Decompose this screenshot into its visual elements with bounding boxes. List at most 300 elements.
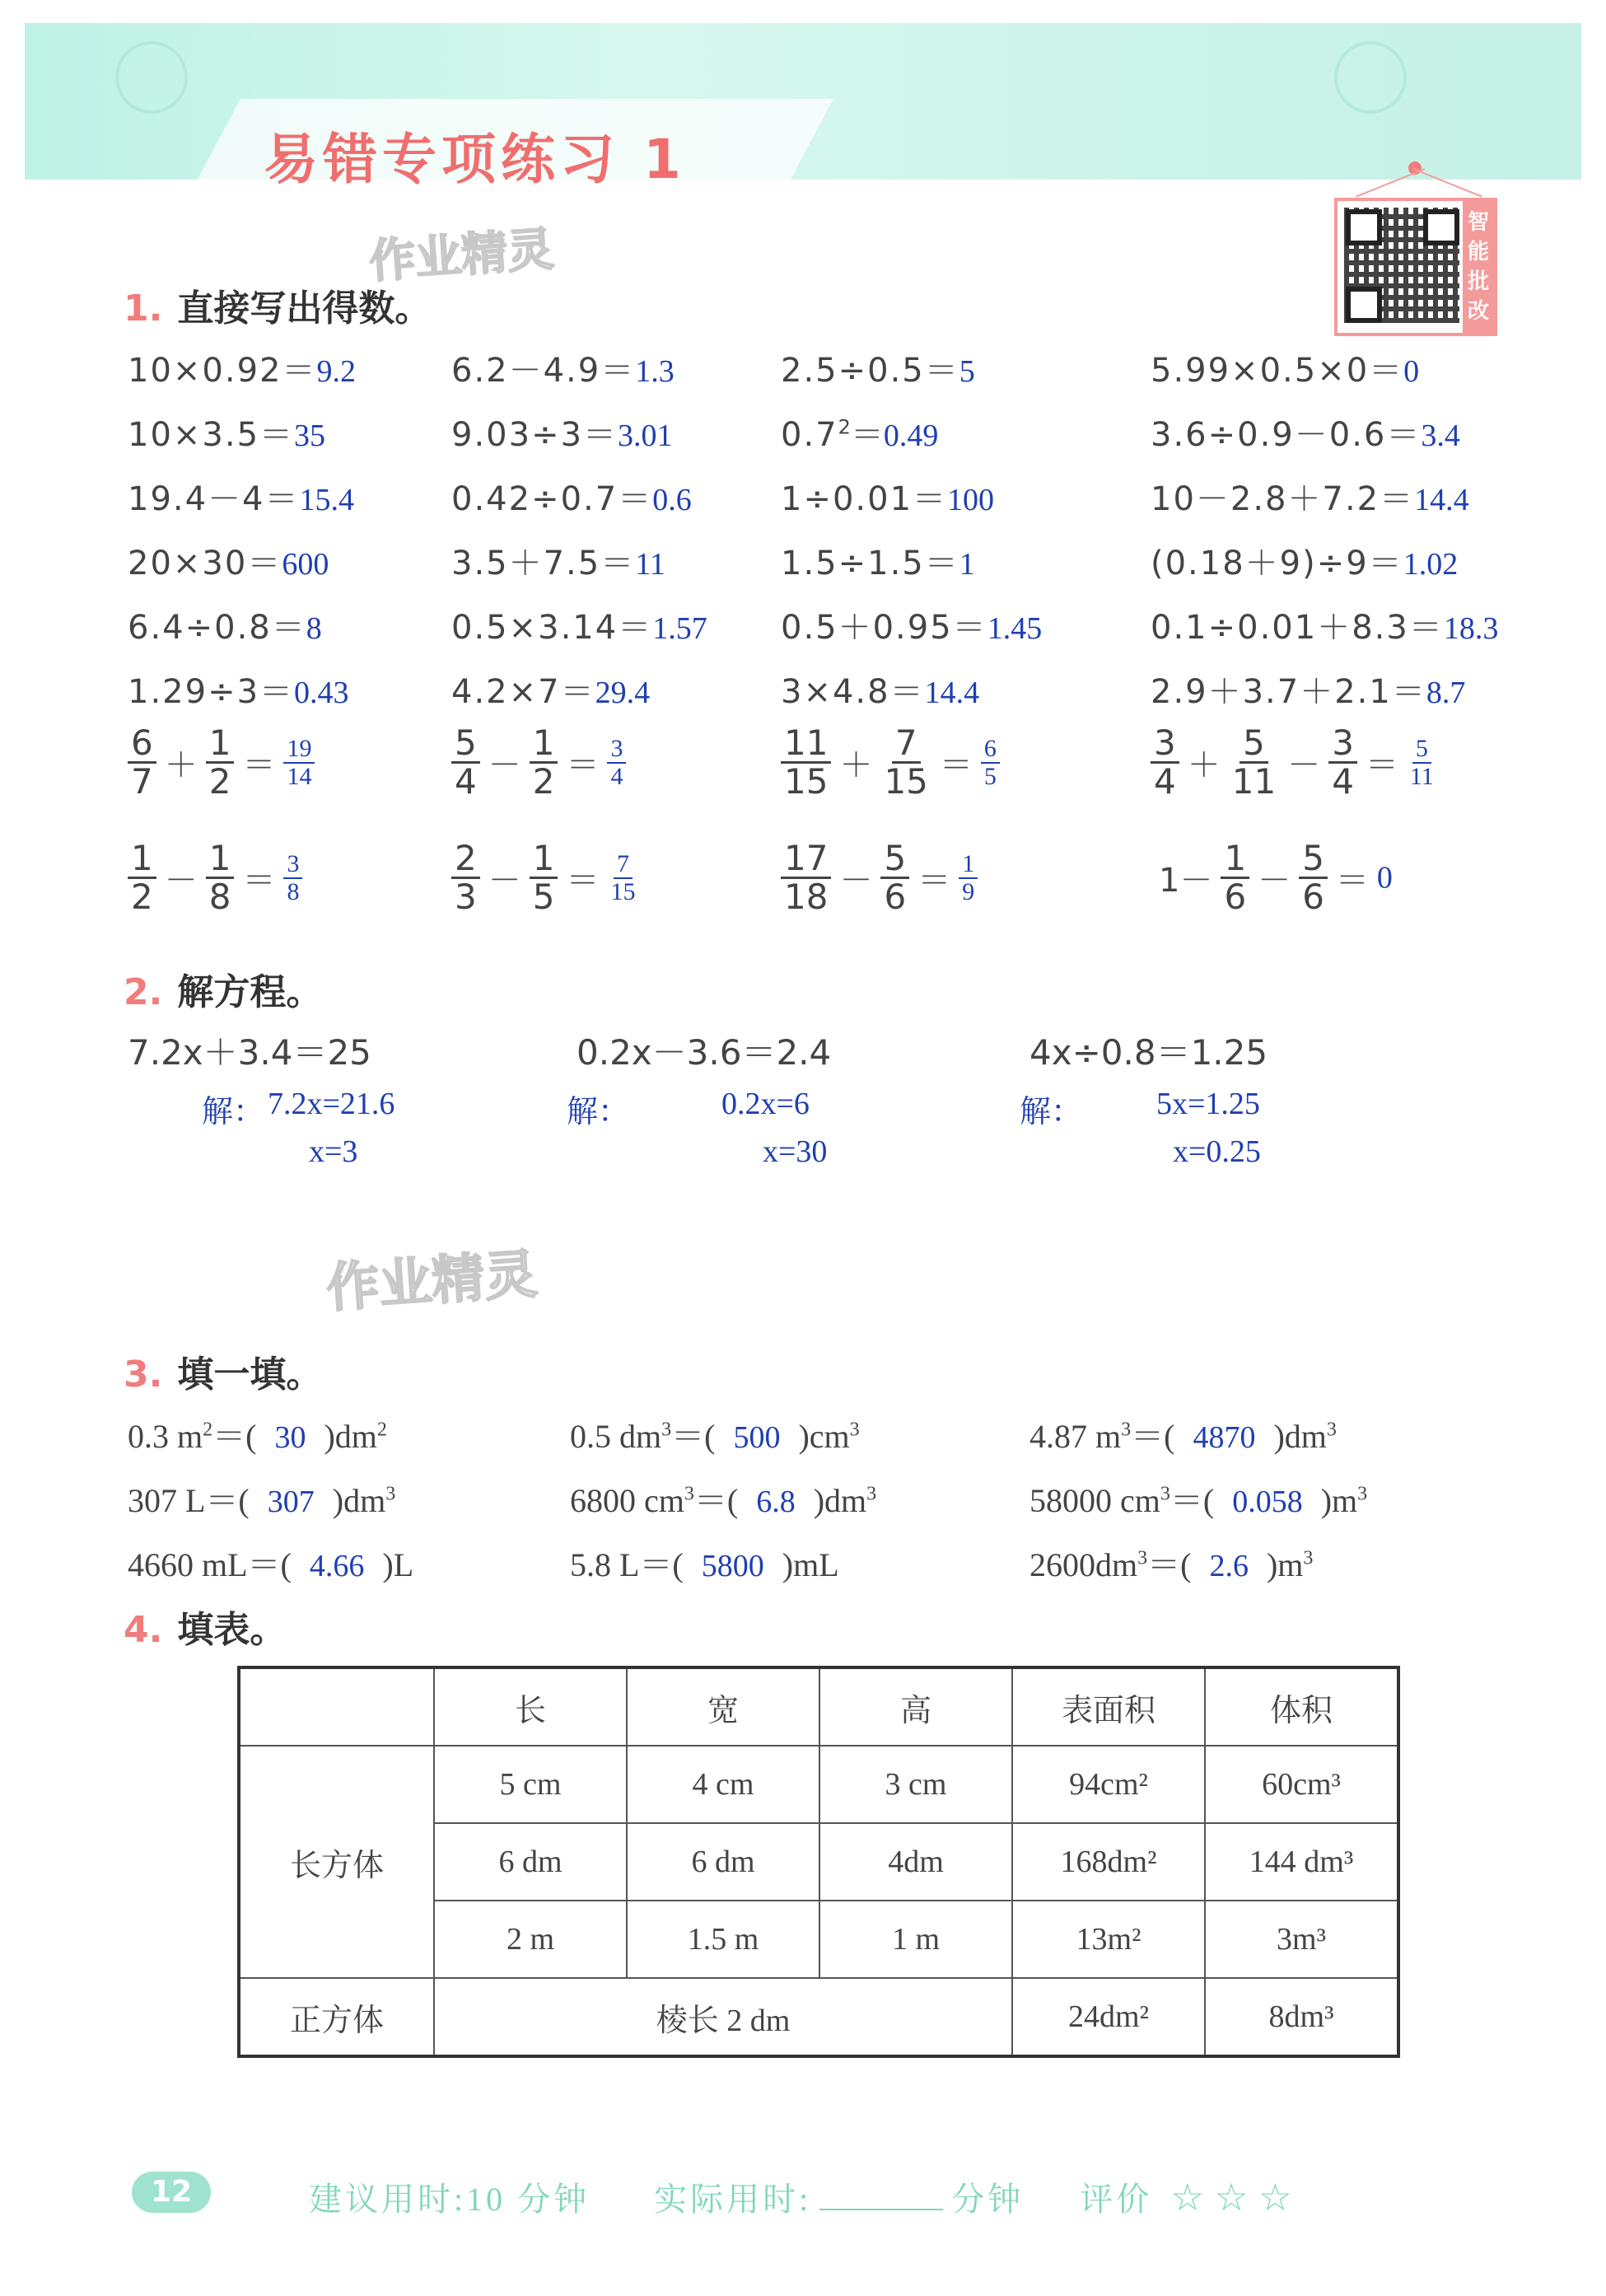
fill-open: ＝(: [247, 1546, 292, 1583]
fraction-item: [1151, 838, 1393, 918]
qr-code[interactable]: [1334, 198, 1497, 336]
answer-cell: 13m²: [1012, 1901, 1205, 1978]
fill-item: [1029, 1410, 1337, 1457]
calc-answer: 9.2: [316, 354, 356, 389]
answer-cell: 4dm: [819, 1823, 1012, 1901]
calc-answer: 5: [959, 354, 975, 389]
unit-exponent: 3: [661, 1419, 672, 1441]
calc-item: [128, 537, 329, 584]
denominator: 15: [784, 761, 829, 802]
numerator: 6: [981, 736, 1000, 764]
fill-close: )dm: [1273, 1418, 1327, 1455]
operator: ＝: [242, 746, 276, 785]
operator: ＝: [1335, 862, 1369, 900]
calc-question: 5.99×0.5×0＝: [1151, 352, 1404, 390]
calc-item: [128, 409, 325, 456]
answer-cell: 8dm³: [1205, 1978, 1398, 2056]
suggested-time: 建议用时:10 分钟: [309, 2181, 591, 2218]
rating-label: 评价: [1080, 2181, 1153, 2218]
unit-exponent: 3: [1303, 1547, 1314, 1569]
calc-item: [781, 601, 1042, 648]
calc-item: [781, 666, 979, 713]
denominator: 4: [610, 762, 623, 790]
section-number: 2.: [124, 971, 163, 1013]
fill-open: ＝(: [205, 1482, 250, 1519]
page-number: 12: [132, 2172, 211, 2213]
calc-item: [128, 601, 322, 648]
fill-close: )L: [382, 1546, 414, 1583]
answer-cell: 60cm³: [1205, 1746, 1398, 1823]
operator: ＝: [939, 746, 973, 785]
calc-question: 2.5÷0.5＝: [781, 352, 959, 390]
denominator: 8: [287, 877, 300, 905]
fill-close: )dm: [813, 1482, 867, 1519]
fill-answer[interactable]: 2.6: [1209, 1549, 1249, 1583]
table-header: 表面积: [1012, 1667, 1205, 1746]
fraction: [530, 838, 558, 918]
unit-exponent: 3: [1121, 1419, 1132, 1441]
denominator: 5: [532, 877, 555, 918]
denominator: 4: [1154, 761, 1176, 802]
equation-2: 0.2x－3.6＝2.4: [577, 1032, 832, 1073]
calc-item: [128, 473, 354, 520]
calc-question: 1.5÷1.5＝: [781, 545, 959, 582]
calc-question: 0.5＋0.95＝: [781, 609, 987, 647]
section-number: 4.: [124, 1609, 163, 1651]
calc-answer: 1.57: [652, 611, 707, 646]
calc-answer: 18.3: [1443, 611, 1499, 646]
fraction: [880, 838, 909, 918]
denominator: 9: [962, 877, 975, 905]
fraction: [128, 722, 156, 802]
fill-close: )cm: [798, 1418, 850, 1455]
calc-item: [451, 666, 650, 713]
fraction-item: [128, 722, 315, 802]
fraction: [530, 722, 558, 802]
fill-open: ＝(: [693, 1482, 739, 1519]
unit-exponent: 3: [385, 1483, 396, 1505]
numerator: 5: [1240, 725, 1268, 764]
qr-corner: [1346, 287, 1382, 323]
calc-question: 2.9＋3.7＋2.1＝: [1151, 673, 1426, 711]
unit-exponent: 3: [1160, 1483, 1170, 1505]
denominator: 2: [131, 877, 153, 918]
denominator: 4: [1332, 761, 1354, 802]
fill-close: )m: [1320, 1482, 1358, 1519]
calc-item: [1151, 601, 1498, 648]
numerator: 1: [530, 725, 558, 764]
fill-item: [570, 1539, 839, 1586]
numerator: 3: [1151, 725, 1179, 764]
table-cell: 144 dm³: [1205, 1823, 1398, 1901]
fill-open: ＝(: [212, 1418, 257, 1455]
calc-question: 3.6÷0.9－0.6＝: [1151, 416, 1422, 454]
unit-exponent: 2: [203, 1419, 213, 1441]
solution-step-2: x=3: [309, 1134, 358, 1169]
denominator: 11: [1409, 762, 1434, 790]
equation-1: 7.2x＋3.4＝25: [128, 1032, 371, 1073]
fill-close: )dm: [324, 1418, 377, 1455]
solution-step-1: 7.2x=21.6: [268, 1087, 395, 1121]
section-3-heading: [124, 1344, 322, 1397]
calc-answer: 3.4: [1421, 419, 1460, 453]
calc-answer: 1: [959, 547, 975, 582]
fill-open: ＝(: [1169, 1482, 1215, 1519]
fraction: [206, 838, 235, 918]
calc-item: [451, 409, 673, 456]
numerator: 7: [892, 725, 921, 764]
operator: －: [488, 746, 521, 785]
calc-item: [1151, 344, 1419, 391]
calc-question: (0.18＋9)÷9＝: [1151, 545, 1403, 582]
fraction-item: [781, 722, 1000, 802]
calc-question: 20×30＝: [128, 545, 282, 582]
denominator: 8: [208, 877, 231, 918]
numerator: 5: [1412, 736, 1431, 764]
operator: ＋: [839, 746, 873, 785]
fill-answer[interactable]: 6.8: [756, 1485, 796, 1519]
fill-open: ＝(: [639, 1546, 684, 1583]
unit-exponent: 3: [1326, 1419, 1337, 1441]
qr-corner: [1346, 209, 1382, 245]
table-row: [239, 1978, 1398, 2056]
fill-item: [570, 1475, 876, 1522]
fraction: [1151, 722, 1179, 802]
table-header: 体积: [1205, 1667, 1398, 1746]
unit-exponent: 3: [1357, 1483, 1368, 1505]
fraction: [451, 722, 480, 802]
section-number: 3.: [124, 1354, 163, 1396]
calc-answer: 0: [1403, 354, 1420, 389]
numerator: 1: [530, 840, 558, 879]
answer-cell: 94cm²: [1012, 1746, 1205, 1823]
decor-circle: [1334, 41, 1407, 114]
calc-answer: 8: [306, 611, 322, 646]
row-label-cube: 正方体: [239, 1978, 434, 2056]
qr-tag: [1463, 201, 1494, 333]
equation-3: 4x÷0.8＝1.25: [1029, 1032, 1268, 1073]
operator: ＝: [242, 862, 276, 900]
fill-prefix: 5.8 L: [570, 1546, 640, 1583]
table-cell: 5 cm: [434, 1746, 627, 1823]
calc-question: 10－2.8＋7.2＝: [1151, 480, 1415, 518]
answer-cell: 3m³: [1205, 1901, 1398, 1978]
star-icon[interactable]: ☆: [1214, 2177, 1252, 2219]
section-title: 解方程。: [177, 971, 323, 1013]
table-cell: 2 m: [434, 1901, 627, 1978]
calc-answer: 14.4: [1414, 483, 1469, 517]
table-header: 高: [819, 1667, 1012, 1746]
fill-prefix: 4.87 m: [1029, 1418, 1122, 1455]
calc-question: 19.4－4＝: [128, 480, 300, 518]
solution-step-2: x=0.25: [1173, 1134, 1261, 1169]
calc-answer: 35: [294, 419, 326, 453]
calc-question: 0.5×3.14＝: [451, 609, 653, 647]
calc-item: [451, 601, 707, 648]
table-header-row: [239, 1667, 1398, 1746]
answer-fraction: [1407, 736, 1437, 789]
decor-circle: [115, 41, 188, 114]
calc-question: 4.2×7＝: [451, 673, 595, 711]
fraction: [206, 722, 235, 802]
calc-answer: 3.01: [618, 419, 673, 453]
numerator: 7: [614, 851, 633, 879]
fill-item: [128, 1475, 395, 1522]
calc-item: [451, 537, 665, 584]
watermark: 作业精灵: [324, 1244, 539, 1320]
solid-table: [237, 1666, 1400, 2058]
numerator: 5: [451, 725, 480, 764]
fill-item: [128, 1410, 387, 1457]
section-number: 1.: [124, 288, 163, 330]
fill-item: [570, 1410, 860, 1457]
calc-item: [1151, 473, 1469, 520]
calc-item: [1151, 666, 1465, 713]
calc-answer: 1.45: [987, 611, 1043, 646]
numerator: 1: [959, 851, 978, 879]
qr-corner: [1423, 209, 1459, 245]
numerator: 1: [206, 725, 235, 764]
denominator: 14: [287, 762, 312, 790]
fill-item: [1029, 1475, 1367, 1522]
calc-equals: ＝: [850, 416, 884, 454]
actual-time-label: 实际用时:: [654, 2181, 812, 2218]
fraction-item: [451, 722, 626, 802]
numerator: 1: [1221, 840, 1249, 879]
fill-answer[interactable]: 4870: [1193, 1420, 1256, 1455]
calc-item: [451, 473, 692, 520]
answer-fraction: [283, 851, 302, 905]
operator: ＝: [917, 862, 951, 900]
table-header: 长: [434, 1667, 627, 1746]
operator: －: [488, 862, 521, 900]
section-4-heading: [124, 1600, 286, 1653]
calc-item: [781, 537, 975, 584]
calc-answer: 0.6: [652, 483, 692, 517]
watermark: 作业精灵: [367, 222, 556, 289]
fill-prefix: 0.3 m: [128, 1418, 203, 1455]
operator: ＝: [1365, 746, 1398, 785]
calc-item: [128, 344, 356, 391]
denominator: 2: [208, 761, 231, 802]
fill-answer[interactable]: 4.66: [309, 1549, 365, 1583]
fraction: [1299, 838, 1328, 918]
denominator: 11: [1231, 761, 1277, 802]
fill-open: ＝(: [1147, 1546, 1192, 1583]
table-cell: 6 dm: [434, 1823, 627, 1901]
section-title: 填一填。: [177, 1354, 323, 1396]
solution-label: 解：: [1020, 1095, 1083, 1129]
calc-item: [781, 409, 938, 456]
solution-step-1: 5x=1.25: [1156, 1087, 1260, 1121]
fraction: [781, 838, 831, 918]
denominator: 15: [610, 877, 636, 905]
denominator: 4: [455, 761, 477, 802]
answer-fraction: [607, 851, 638, 905]
fill-close: )mL: [782, 1546, 839, 1583]
operator: －: [1258, 862, 1291, 900]
actual-time-input[interactable]: [819, 2209, 943, 2210]
fraction-item: [128, 838, 302, 918]
calc-question: 10×0.92＝: [128, 352, 317, 390]
unit-exponent: 3: [684, 1483, 694, 1505]
fill-close: )m: [1266, 1546, 1304, 1583]
fill-prefix: 6800 cm: [570, 1482, 684, 1519]
table-cell: 6 dm: [627, 1823, 819, 1901]
answer-fraction: [607, 736, 626, 789]
fraction: [1221, 838, 1249, 918]
fill-answer[interactable]: 307: [267, 1485, 315, 1519]
numerator: 6: [128, 725, 156, 764]
numerator: 17: [781, 840, 831, 879]
answer-cell: 24dm²: [1012, 1978, 1205, 2056]
table-header: [239, 1667, 434, 1746]
fill-open: ＝(: [671, 1418, 716, 1455]
calc-question: 9.03÷3＝: [451, 416, 619, 454]
unit-exponent: 3: [849, 1419, 860, 1441]
fill-prefix: 58000 cm: [1029, 1482, 1160, 1519]
calc-item: [1151, 409, 1460, 456]
page-title: 易错专项练习 1: [264, 128, 686, 191]
footer-timing: [309, 2173, 1296, 2220]
fill-answer[interactable]: 30: [274, 1420, 306, 1455]
operator: ＋: [164, 746, 198, 785]
section-title: 填表。: [177, 1609, 287, 1651]
calc-item: [781, 344, 975, 391]
operator: －: [164, 862, 198, 900]
operator: －: [839, 862, 873, 900]
calc-answer: 1.3: [635, 354, 675, 389]
numerator: 3: [607, 736, 626, 764]
answer-fraction: [959, 851, 978, 905]
numerator: 11: [781, 725, 831, 764]
cube-edge: 棱长 2 dm: [434, 1978, 1012, 2056]
calc-question: 6.4÷0.8＝: [128, 609, 306, 647]
unit-exponent: 2: [376, 1419, 387, 1441]
calc-answer: 8.7: [1426, 676, 1466, 710]
calc-item: [781, 473, 994, 520]
fraction: [880, 722, 931, 802]
numerator: 5: [880, 840, 909, 879]
denominator: 15: [884, 761, 928, 802]
calc-answer: 14.4: [924, 676, 980, 710]
numerator: 2: [451, 840, 480, 879]
calc-answer: 600: [282, 547, 329, 582]
table-cell: 1 m: [819, 1901, 1012, 1978]
calc-question: 1÷0.01＝: [781, 480, 948, 518]
fill-answer[interactable]: 0.058: [1232, 1485, 1303, 1519]
denominator: 18: [784, 877, 829, 918]
numerator: 3: [283, 851, 302, 879]
calc-question: 1.29÷3＝: [128, 673, 295, 711]
fill-open: ＝(: [1131, 1418, 1175, 1455]
calc-question: 6.2－4.9＝: [451, 352, 636, 390]
numerator: 1: [206, 840, 235, 879]
answer-fraction: [283, 736, 315, 789]
operator: ＋: [1187, 746, 1221, 785]
denominator: 3: [455, 877, 477, 918]
answer-cell: 168dm²: [1012, 1823, 1205, 1901]
operator: ＝: [566, 746, 600, 785]
calc-answer: 0.49: [883, 419, 939, 453]
section-2-heading: [124, 962, 322, 1015]
fill-prefix: 2600dm: [1029, 1546, 1138, 1583]
numerator: 19: [283, 736, 315, 764]
table-header: 宽: [627, 1667, 819, 1746]
calc-answer: 29.4: [595, 676, 651, 710]
calc-question: 10×3.5＝: [128, 416, 295, 454]
unit-exponent: 3: [1137, 1547, 1148, 1569]
numerator: 3: [1328, 725, 1357, 764]
star-icon[interactable]: ☆: [1170, 2177, 1208, 2219]
exponent: 2: [838, 415, 851, 439]
fraction-item: [451, 838, 638, 918]
calc-item: [128, 666, 349, 713]
calc-answer: 0: [1376, 860, 1393, 895]
table-cell: 4 cm: [627, 1746, 819, 1823]
fraction-item: [781, 838, 978, 918]
solution-label: 解：: [202, 1095, 265, 1129]
calc-answer: 11: [635, 547, 665, 582]
star-icon[interactable]: ☆: [1258, 2177, 1296, 2219]
fill-answer[interactable]: 500: [733, 1420, 781, 1455]
fill-prefix: 0.5 dm: [570, 1418, 662, 1455]
qr-tag-text: 智能批改: [1468, 210, 1490, 324]
operator: ＝: [566, 862, 600, 900]
denominator: 6: [1302, 877, 1324, 918]
table-cell: 1.5 m: [627, 1901, 819, 1978]
calc-answer: 15.4: [299, 483, 355, 517]
operator: －: [1287, 746, 1321, 785]
numerator: 1: [128, 840, 156, 879]
calc-question: 3.5＋7.5＝: [451, 545, 636, 582]
calc-question: 0.1÷0.01＋8.3＝: [1151, 609, 1444, 647]
fraction: [451, 838, 480, 918]
fill-close: )dm: [332, 1482, 386, 1519]
calc-answer: 100: [947, 483, 995, 517]
answer-fraction: [981, 736, 1000, 789]
unit-exponent: 3: [866, 1483, 877, 1505]
calc-question: 0.42÷0.7＝: [451, 480, 653, 518]
solution-step-1: 0.2x=6: [721, 1087, 810, 1121]
calc-question: 3×4.8＝: [781, 673, 925, 711]
fill-item: [1029, 1539, 1313, 1586]
calc-item: [1151, 537, 1458, 584]
fill-prefix: 307 L: [128, 1482, 206, 1519]
fill-answer[interactable]: 5800: [701, 1549, 764, 1583]
time-unit: 分钟: [951, 2181, 1025, 2218]
operator: 1－: [1159, 862, 1213, 900]
calc-item: [451, 344, 675, 391]
table-row: [239, 1746, 1398, 1823]
denominator: 6: [884, 877, 907, 918]
calc-question: 0.7: [781, 416, 838, 454]
section-title: 直接写出得数。: [177, 288, 432, 330]
numerator: 5: [1299, 840, 1328, 879]
fraction-item: [1151, 722, 1437, 802]
fraction: [1229, 722, 1279, 802]
solution-label: 解：: [567, 1095, 630, 1129]
denominator: 2: [532, 761, 555, 802]
fraction: [781, 722, 831, 802]
section-1-heading: [124, 278, 431, 331]
fill-item: [128, 1539, 413, 1586]
fraction: [1328, 722, 1357, 802]
calc-answer: 1.02: [1403, 547, 1459, 582]
table-cell: 3 cm: [819, 1746, 1012, 1823]
row-label-cuboid: 长方体: [239, 1746, 434, 1978]
fill-prefix: 4660 mL: [128, 1546, 248, 1583]
